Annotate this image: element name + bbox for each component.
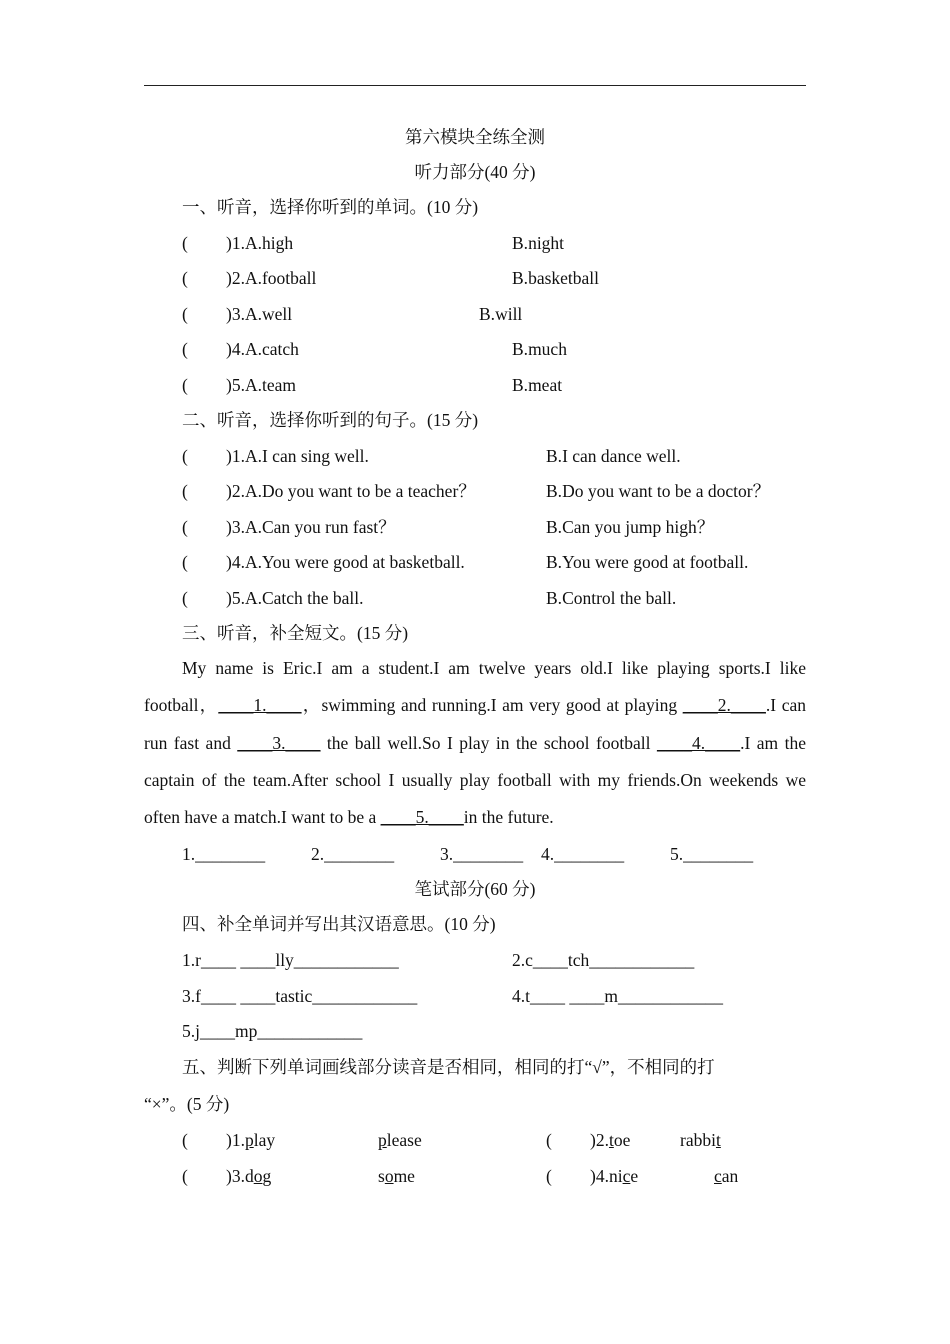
- answer-paren: (: [546, 1166, 552, 1186]
- cloze-blank-5: ____5.____: [380, 807, 464, 828]
- answer-blank: 4.________: [541, 844, 625, 864]
- item-b: B.night: [512, 233, 565, 253]
- item-a: )2.A.football: [226, 268, 317, 288]
- answer-paren: (: [182, 375, 188, 395]
- word-item: 4.t____ ____m____________: [512, 986, 723, 1006]
- item-a: )4.A.catch: [226, 339, 299, 359]
- section3-heading: 三、听音，补全短文。(15 分): [182, 623, 409, 643]
- item-a: )5.A.team: [226, 375, 296, 395]
- cloze-blank-2: ____2.____: [682, 695, 766, 716]
- answer-paren: (: [182, 233, 188, 253]
- section1-heading: 一、听音，选择你听到的单词。(10 分): [182, 197, 479, 217]
- phonics-word-2: can: [714, 1166, 739, 1186]
- item-a: )4.A.You were good at basketball.: [226, 552, 465, 572]
- section5-heading: 五、判断下列单词画线部分读音是否相同，相同的打“√”，不相同的打: [182, 1057, 715, 1077]
- phonics-word-1: )2.toe: [590, 1130, 631, 1150]
- phonics-word-2: please: [378, 1130, 422, 1150]
- answer-paren: (: [182, 481, 188, 501]
- cloze-passage: My name is Eric.I am a student.I am twelve years old.I like playing sports.I like football，____1.____，swimming and running.I am very good at playing ____2.____.I can run fast and ____3.____ the ball well.So I play in the school football ____4.____.I am the captain of the team.After school I usually play football with my friends.On weekends we often have a match.I want to be a ____5.____in the future.: [144, 658, 806, 828]
- word-item: 2.c____tch____________: [512, 950, 695, 970]
- item-b: B.Can you jump high？: [546, 517, 715, 537]
- item-b: B.much: [512, 339, 567, 359]
- item-a: )3.A.well: [226, 304, 293, 324]
- answer-paren: (: [182, 304, 188, 324]
- word-item: 5.j____mp____________: [182, 1021, 363, 1041]
- item-b: B.Control the ball.: [546, 588, 677, 608]
- answer-blank: 1.________: [182, 844, 266, 864]
- phonics-word-1: )3.dog: [226, 1166, 272, 1186]
- answer-paren: (: [182, 339, 188, 359]
- answer-paren: (: [546, 1130, 552, 1150]
- section5-heading-cont: “×”。(5 分): [144, 1094, 230, 1114]
- item-b: B.will: [479, 304, 523, 324]
- answer-paren: (: [182, 517, 188, 537]
- answer-paren: (: [182, 268, 188, 288]
- answer-paren: (: [182, 588, 188, 608]
- phonics-word-2: some: [378, 1166, 415, 1186]
- section2-heading: 二、听音，选择你听到的句子。(15 分): [182, 410, 479, 430]
- phonics-word-2: rabbit: [680, 1130, 721, 1150]
- cloze-blank-4: ____4.____: [656, 732, 741, 753]
- item-a: )5.A.Catch the ball.: [226, 588, 364, 608]
- item-b: B.meat: [512, 375, 563, 395]
- phonics-word-1: )4.nice: [590, 1166, 639, 1186]
- answer-paren: (: [182, 446, 188, 466]
- answer-paren: (: [182, 1130, 188, 1150]
- item-a: )1.A.I can sing well.: [226, 446, 369, 466]
- word-item: 3.f____ ____tastic____________: [182, 986, 418, 1006]
- item-b: B.You were good at football.: [546, 552, 749, 572]
- word-item: 1.r____ ____lly____________: [182, 950, 399, 970]
- item-a: )3.A.Can you run fast？: [226, 517, 396, 537]
- section4-heading: 四、补全单词并写出其汉语意思。(10 分): [182, 914, 496, 934]
- header-rule: [144, 85, 806, 86]
- item-b: B.Do you want to be a doctor？: [546, 481, 771, 501]
- answer-blank: 3.________: [440, 844, 524, 864]
- answer-paren: (: [182, 552, 188, 572]
- item-b: B.basketball: [512, 268, 600, 288]
- item-a: )2.A.Do you want to be a teacher？: [226, 481, 476, 501]
- item-a: )1.A.high: [226, 233, 294, 253]
- cloze-blank-3: ____3.____: [237, 732, 321, 753]
- phonics-word-1: )1.play: [226, 1130, 276, 1150]
- page-title: 第六模块全练全测: [405, 127, 545, 147]
- listening-header: 听力部分(40 分): [414, 162, 536, 182]
- answer-paren: (: [182, 1166, 188, 1186]
- answer-blank: 2.________: [311, 844, 395, 864]
- written-header: 笔试部分(60 分): [414, 879, 536, 899]
- cloze-blank-1: ____1.____: [218, 695, 302, 716]
- answer-blank: 5.________: [670, 844, 754, 864]
- item-b: B.I can dance well.: [546, 446, 681, 466]
